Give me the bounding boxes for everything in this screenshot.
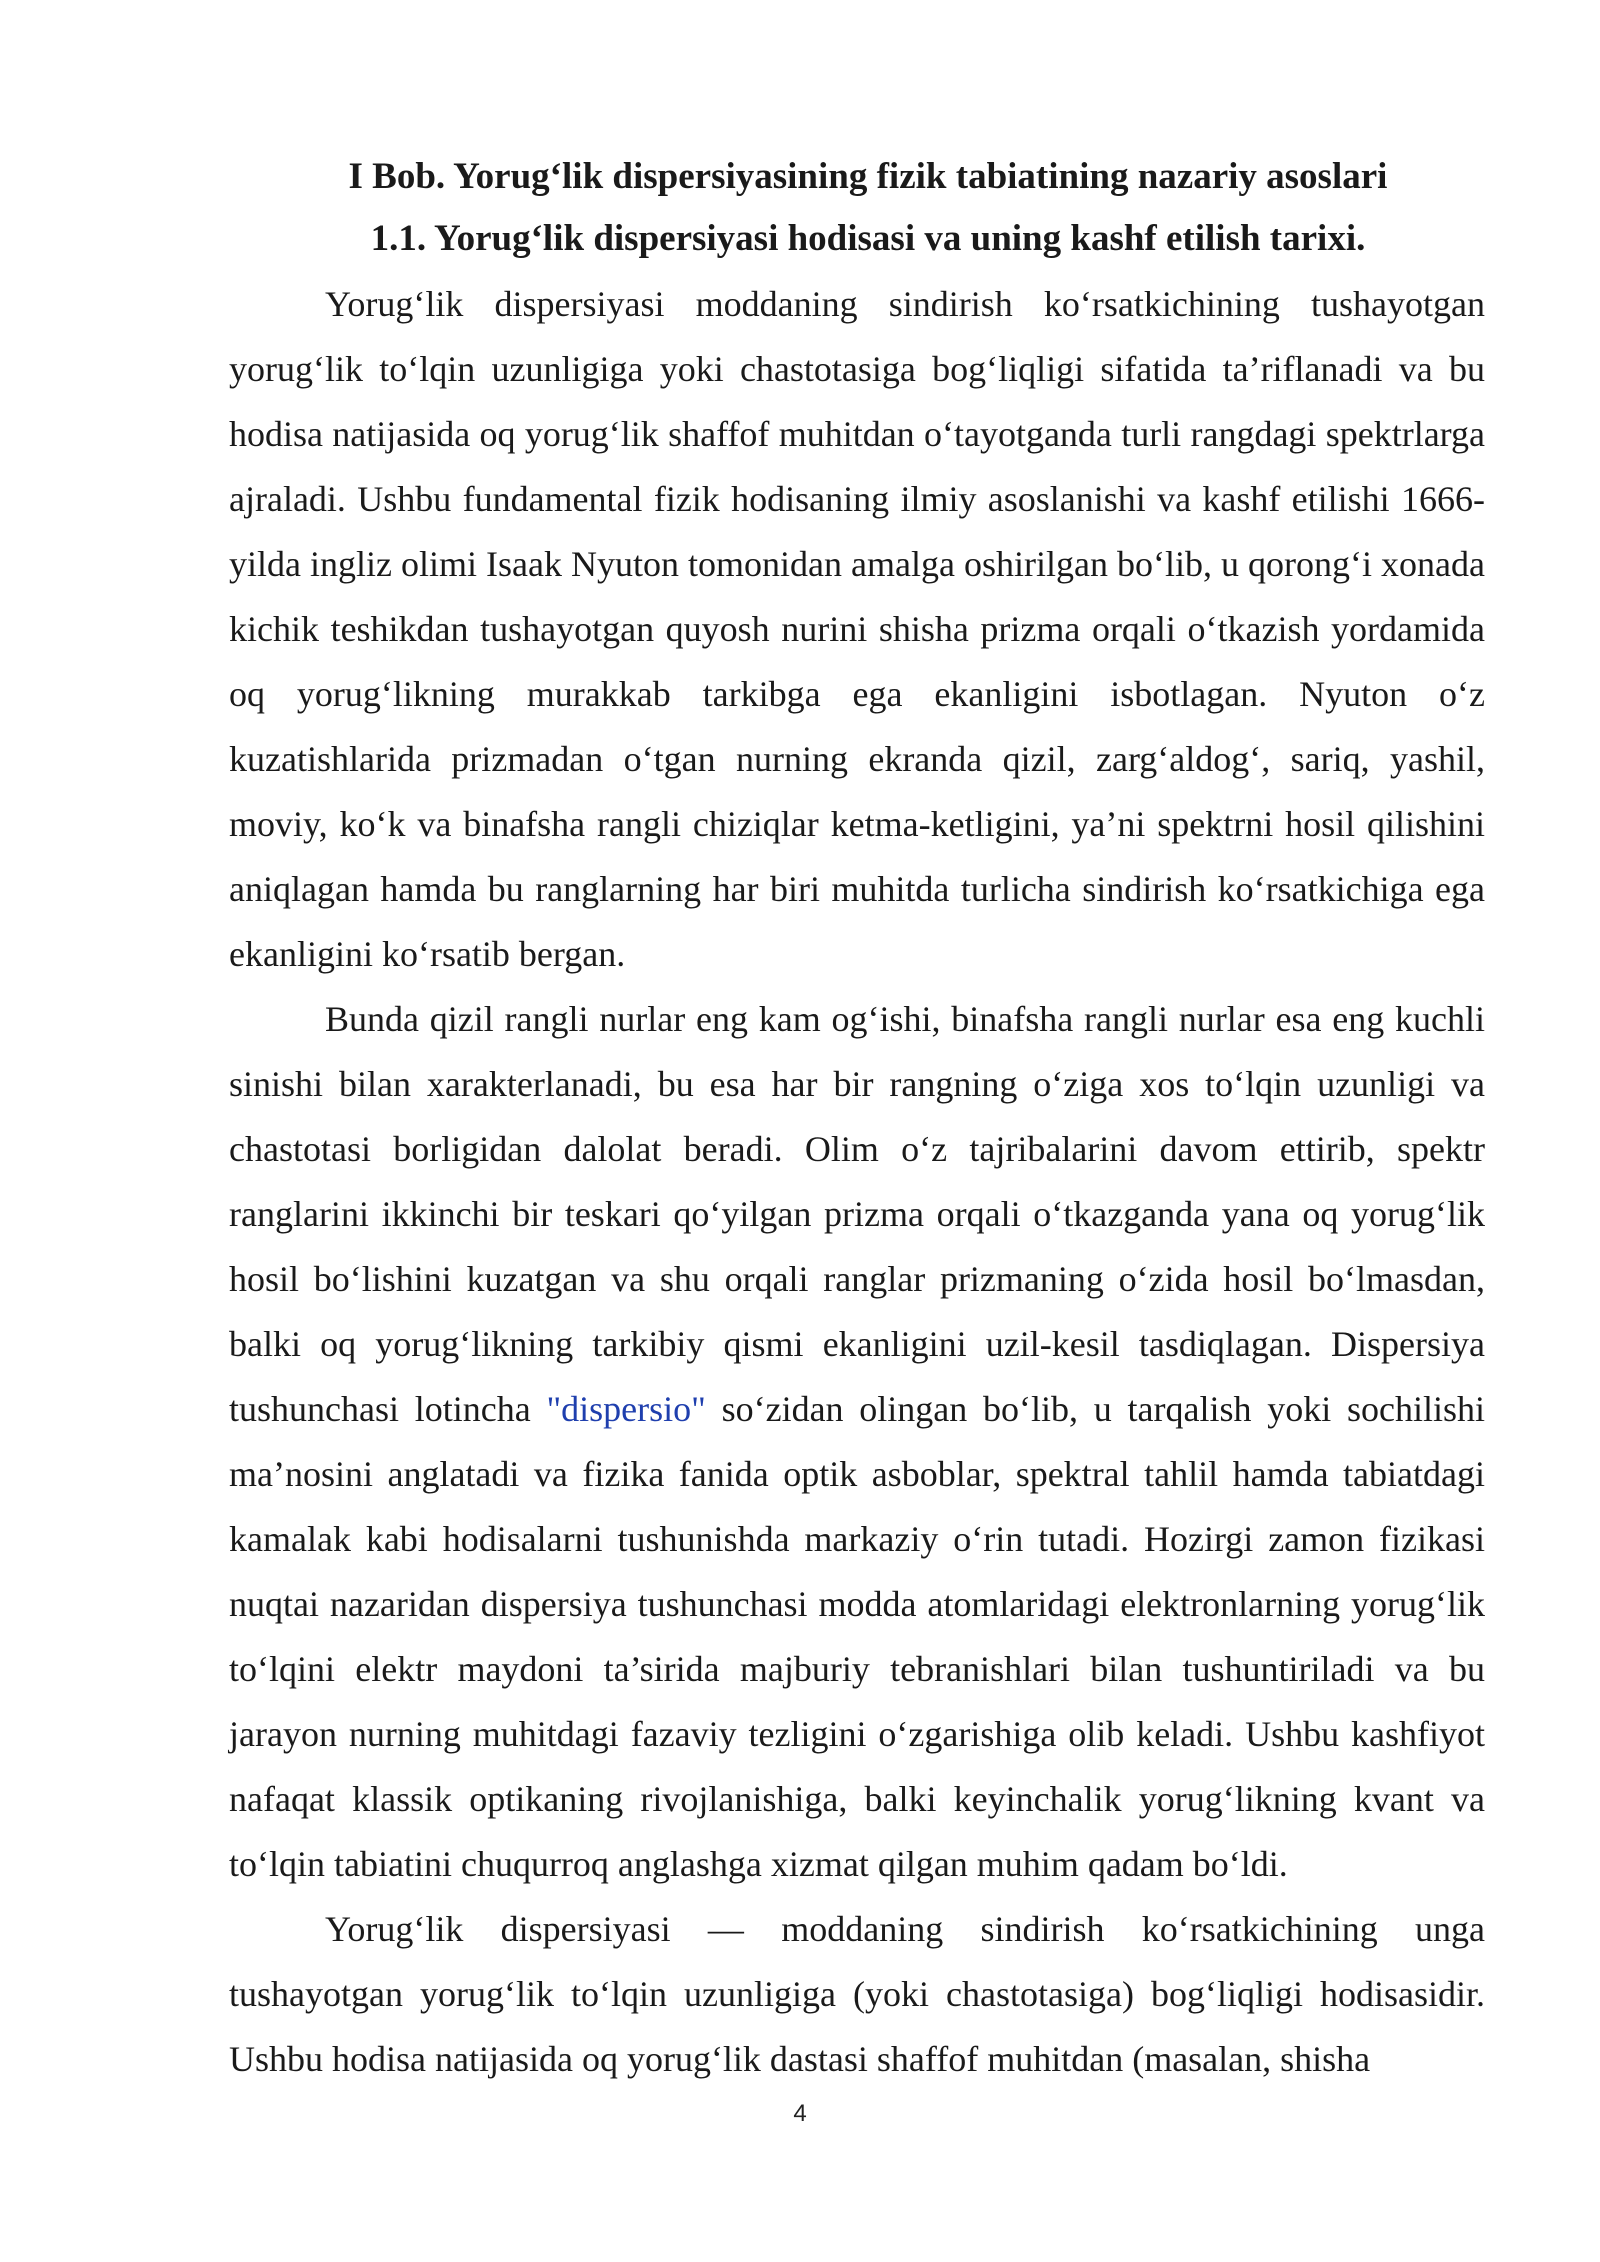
paragraph-1: Yorug‘lik dispersiyasi moddaning sindirish ko‘rsatkichining tushayotgan yorug‘lik to‘lqin uzunligiga yoki chastotasiga bog‘liqligi sifatida ta’riflanadi va bu hodisa natijasida oq yorug‘lik shaffof muhitdan o‘tayotganda turli rangdagi spektrlarga ajraladi. Ushbu fundamental fizik hodisaning ilmiy asoslanishi va kashf etilishi 1666-yilda ingliz olimi Isaak Nyuton tomonidan amalga oshirilgan bo‘lib, u qorong‘i xonada kichik teshikdan tushayotgan quyosh nurini shisha prizma orqali o‘tkazish yordamida oq yorug‘likning murakkab tarkibga ega ekanligini isbotlagan. Nyuton o‘z kuzatishlarida prizmadan o‘tgan nurning ekranda qizil, zarg‘aldog‘, sariq, yashil, moviy, ko‘k va binafsha rangli chiziqlar ketma-ketligini, ya’ni spektrni hosil qilishini aniqlagan hamda bu ranglarning har biri muhitda turlicha sindirish ko‘rsatkichiga ega ekanligini ko‘rsatib bergan. [229,284,1485,974]
paragraph-2-text-end: so‘zidan olingan bo‘lib, u tarqalish yoki sochilishi ma’nosini anglatadi va fizika fanida optik asboblar, spektral tahlil hamda tabiatdagi kamalak kabi hodisalarni tushunishda markaziy o‘rin tutadi. Hozirgi zamon fizikasi nuqtai nazaridan dispersiya tushunchasi modda atomlaridagi elektronlarning yorug‘lik to‘lqini elektr maydoni ta’sirida majburiy tebranishlari bilan tushuntiriladi va bu jarayon nurning muhitdagi fazaviy tezligini o‘zgarishiga olib keladi. Ushbu kashfiyot nafaqat klassik optikaning rivojlanishiga, balki keyinchalik yorug‘likning kvant va to‘lqin tabiatini chuqurroq anglashga xizmat qilgan muhim qadam bo‘ldi. [229,1389,1485,1884]
page-content [229,150,1485,2092]
chapter-title: I Bob. Yorug‘lik dispersiyasining fizik tabiatining nazariy asoslari [348,156,1388,197]
paragraph-2 [229,987,1485,1897]
section-title: 1.1. Yorug‘lik dispersiyasi hodisasi va uning kashf etilish tarixi. [370,218,1366,259]
page-number: 4 [793,2100,807,2127]
dispersio-term-link[interactable]: "dispersio" [546,1389,706,1429]
paragraph-3: Yorug‘lik dispersiyasi — moddaning sindirish ko‘rsatkichining unga tushayotgan yorug‘lik to‘lqin uzunligiga (yoki chastotasiga) bog‘liqligi hodisasidir. Ushbu hodisa natijasida oq yorug‘lik dastasi shaffof muhitdan (masalan, shisha [229,1909,1485,2079]
paragraph-2-text-start: Bunda qizil rangli nurlar eng kam og‘ishi, binafsha rangli nurlar esa eng kuchli sinishi bilan xarakterlanadi, bu esa har bir rangning o‘ziga xos to‘lqin uzunligi va chastotasi borligidan dalolat beradi. Olim o‘z tajribalarini davom ettirib, spektr ranglarini ikkinchi bir teskari qo‘yilgan prizma orqali o‘tkazganda yana oq yorug‘lik hosil bo‘lishini kuzatgan va shu orqali ranglar prizmaning o‘zida hosil bo‘lmasdan, balki oq yorug‘likning tarkibiy qismi ekanligini uzil-kesil tasdiqlagan. Dispersiya tushunchasi lotincha [229,999,1485,1429]
